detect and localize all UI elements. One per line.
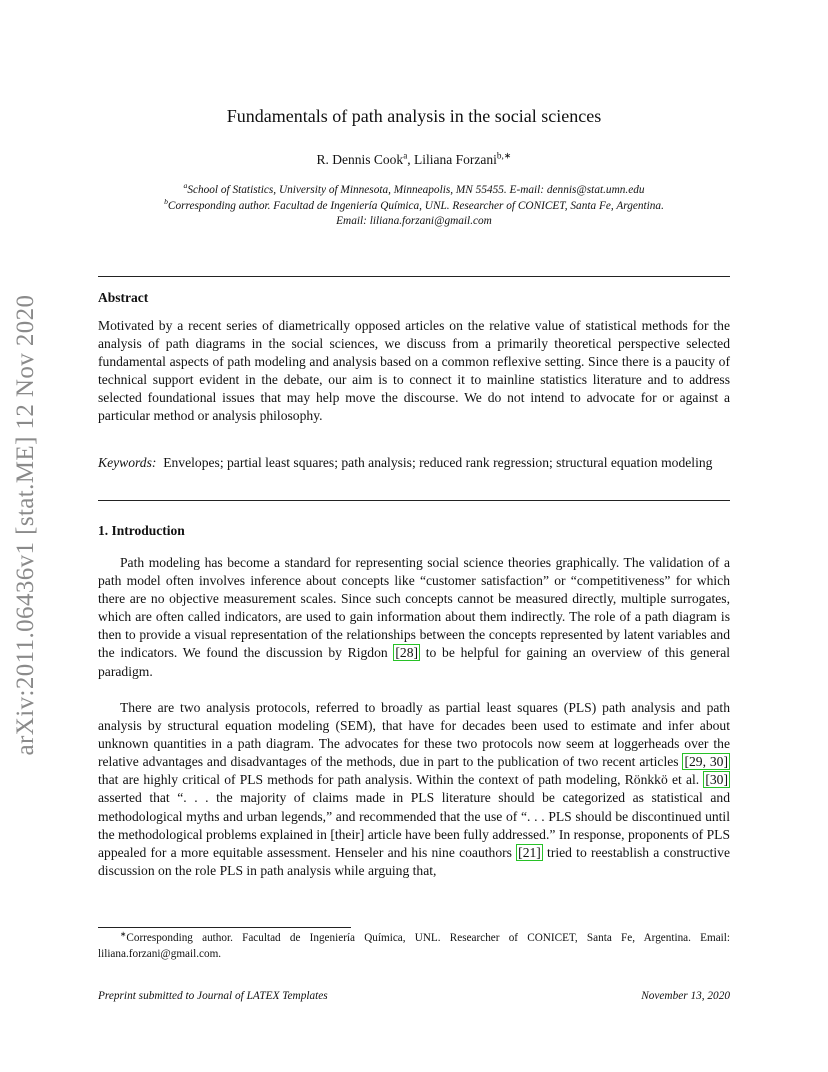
author-name: R. Dennis Cook <box>316 152 404 167</box>
section-heading: 1. Introduction <box>98 523 185 538</box>
affiliation-mark: b <box>164 197 168 207</box>
keywords-text: Envelopes; partial least squares; path analysis; reduced rank regression; structural equation modeling <box>163 455 713 470</box>
footnote <box>98 930 730 962</box>
bottom-rule <box>98 500 730 501</box>
affiliation-email: Email: liliana.forzani@gmail.com <box>336 215 492 227</box>
intro-paragraph-2 <box>98 699 730 880</box>
paragraph-text: asserted that “. . . the majority of claims made in PLS literature should be categorized as statistical and methodological myths and urban legends,” and recommended that the use of “. . . PLS should be discontinued until the methodological problems explained in [their] article have been fully addressed.” In response, proponents of PLS appealed for a more equitable assessment. Henseler and his nine coauthors <box>98 790 730 860</box>
arxiv-identifier: arXiv:2011.06436v1 [stat.ME] 12 Nov 2020 <box>12 294 39 756</box>
affiliation-mark: b,∗ <box>496 150 512 161</box>
author-name: Liliana Forzani <box>414 152 497 167</box>
abstract-heading: Abstract <box>98 290 149 305</box>
affiliation-text: Corresponding author. Facultad de Ingeniería Química, UNL. Researcher of CONICET, Santa Fe, Argentina. <box>167 200 664 212</box>
author-line <box>0 152 828 168</box>
author-separator: , <box>407 152 415 167</box>
paragraph-text: Path modeling has become a standard for representing social science theories graphically. The validation of a path model often involves inference about concepts like “customer satisfaction” or “competitiveness” for which there are no objective measurement scales. Since such concepts cannot be measured directly, multiple surrogates, which are often called indicators, are used to gain information about them indirectly. The role of a path diagram is then to provide a visual representation of the relationships between the concepts represented by latent variables and the indicators. We found the discussion by Rigdon <box>98 555 730 661</box>
keywords-label: Keywords: <box>98 455 157 470</box>
citation-link[interactable]: [29, 30] <box>684 754 729 770</box>
citation-link[interactable]: [30] <box>705 772 728 788</box>
footnote-rule <box>98 927 351 928</box>
footer-journal: Preprint submitted to Journal of LATEX Templates <box>98 990 328 1002</box>
footnote-text: Corresponding author. Facultad de Ingeniería Química, UNL. Researcher of CONICET, Santa Fe, Argentina. Email: liliana.forzani@gmail.com. <box>98 932 730 960</box>
abstract-text: Motivated by a recent series of diametrically opposed articles on the relative value of statistical methods for the analysis of path diagrams in the social sciences, we discuss from a primarily theoretical perspective selected fundamental aspects of path modeling and analysis based on a common reflexive setting. Since there is a paucity of technical support evident in the debate, our aim is to connect it to mainline statistics literature and to address selected foundational issues that may help move the discourse. We do not intend to advocate for or against a particular method or analysis philosophy. <box>98 318 730 424</box>
affiliation-text: School of Statistics, University of Minnesota, Minneapolis, MN 55455. E-mail: dennis@stat.umn.edu <box>187 184 645 196</box>
affiliation-b <box>0 197 828 212</box>
keywords <box>98 454 730 472</box>
paragraph-text: There are two analysis protocols, referred to broadly as partial least squares (PLS) path analysis and path analysis by structural equation modeling (SEM), that have for decades been used to estimate and infer about unknown quantities in a path diagram. The advocates for these two protocols now seem at loggerheads over the relative advantages and disadvantages of the methods, due in part to the publication of two recent articles <box>98 700 730 770</box>
paragraph-text: to be helpful for gaining an overview of this general paradigm. <box>98 645 731 679</box>
footnote-mark: ∗ <box>120 929 127 939</box>
affiliation-a <box>0 181 828 196</box>
paragraph-text: tried to reestablish a constructive discussion on the role PLS in path analysis while arguing that, <box>98 844 730 878</box>
paragraph-text: that are highly critical of PLS methods for path analysis. Within the context of path modeling, Rönkkö et al. <box>98 772 704 788</box>
citation-link[interactable]: [21] <box>518 844 541 860</box>
affiliation-mark: a <box>183 181 188 191</box>
citation-link[interactable]: [28] <box>395 645 419 661</box>
intro-paragraph-1 <box>98 554 730 681</box>
footer-date: November 13, 2020 <box>641 990 730 1002</box>
top-rule <box>98 276 730 277</box>
paper-title: Fundamentals of path analysis in the social sciences <box>226 106 602 126</box>
affiliation-mark: a <box>403 150 408 161</box>
arxiv-stamp <box>2 275 50 775</box>
